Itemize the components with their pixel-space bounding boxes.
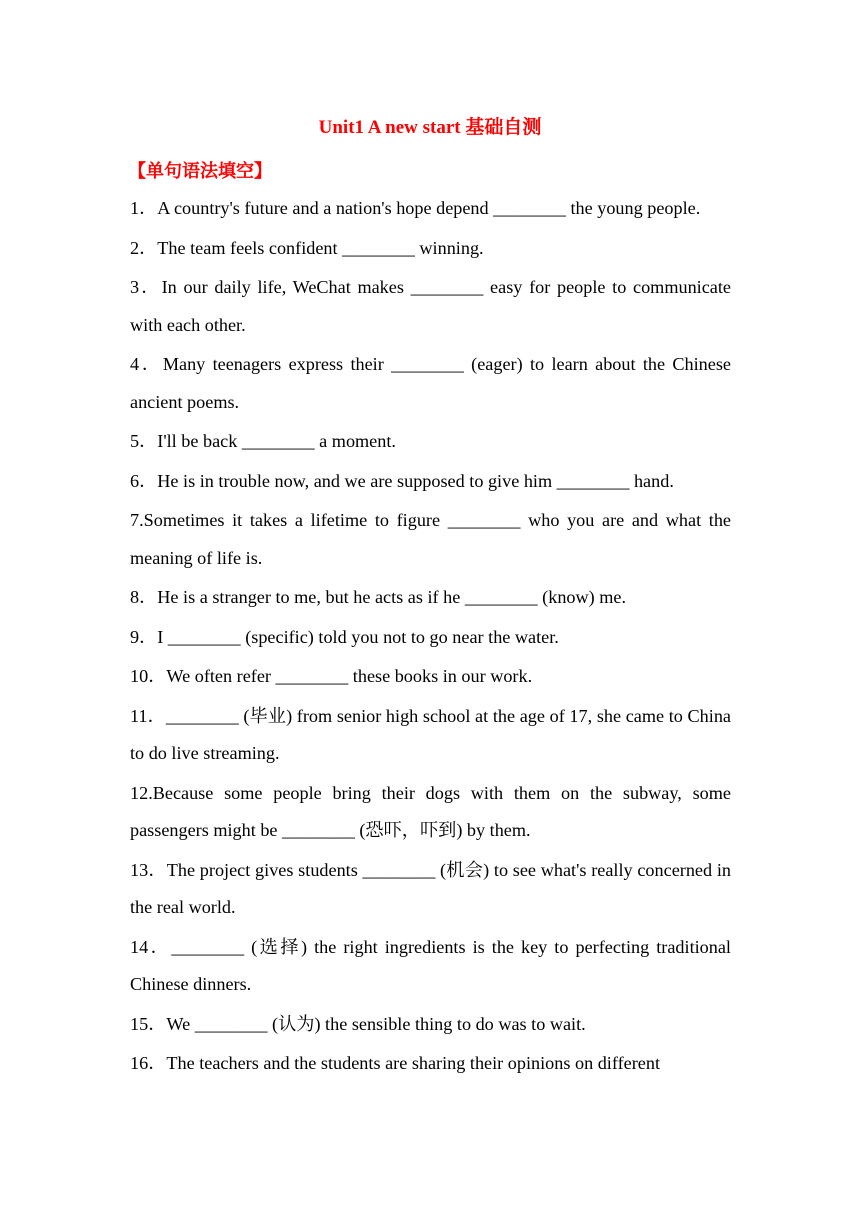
question-text: The teachers and the students are sharing their opinions on different bbox=[166, 1053, 660, 1073]
question-item bbox=[130, 502, 731, 577]
question-item bbox=[130, 346, 731, 421]
question-item bbox=[130, 463, 731, 501]
question-item bbox=[130, 929, 731, 1004]
question-text: I'll be back ________ a moment. bbox=[157, 431, 396, 451]
question-text: ________ (选择) the right ingredients is the key to perfecting traditional Chinese dinners. bbox=[130, 936, 731, 994]
question-number: 5． bbox=[130, 431, 158, 451]
question-number: 4． bbox=[130, 354, 163, 374]
question-item bbox=[130, 1045, 731, 1083]
question-item bbox=[130, 423, 731, 461]
question-text: Because some people bring their dogs with them on the subway, some passengers might be ________ (恐吓，吓到) by them. bbox=[130, 782, 731, 840]
question-text: The project gives students ________ (机会) to see what's really concerned in the real world. bbox=[130, 859, 731, 917]
question-number: 15． bbox=[130, 1013, 167, 1034]
question-item bbox=[130, 190, 731, 228]
question-item bbox=[130, 619, 731, 657]
question-number: 14． bbox=[130, 936, 172, 957]
question-text: Many teenagers express their ________ (eager) to learn about the Chinese ancient poems. bbox=[130, 354, 731, 412]
question-number: 12. bbox=[130, 782, 153, 803]
document-title: Unit1 A new start 基础自测 bbox=[318, 117, 542, 138]
question-number: 2． bbox=[130, 237, 158, 258]
question-number: 6． bbox=[130, 470, 158, 491]
question-text: He is in trouble now, and we are supposed to give him ________ hand. bbox=[157, 470, 674, 491]
section-heading: 【单句语法填空】 bbox=[128, 161, 272, 182]
question-text: A country's future and a nation's hope depend ________ the young people. bbox=[157, 198, 701, 218]
question-text: We often refer ________ these books in our work. bbox=[166, 666, 533, 686]
question-number: 11． bbox=[130, 705, 166, 726]
question-text: ________ (毕业) from senior high school at the age of 17, she came to China to do live streaming. bbox=[130, 705, 731, 763]
question-item bbox=[130, 698, 731, 773]
question-list bbox=[130, 190, 731, 1085]
question-text: He is a stranger to me, but he acts as if he ________ (know) me. bbox=[157, 587, 627, 607]
question-item bbox=[130, 658, 731, 696]
question-text: The team feels confident ________ winning. bbox=[157, 237, 484, 258]
question-number: 7. bbox=[130, 510, 144, 530]
question-number: 16． bbox=[130, 1053, 167, 1073]
question-number: 1． bbox=[130, 198, 158, 218]
question-text: In our daily life, WeChat makes ________ easy for people to communicate with each other. bbox=[130, 277, 731, 335]
question-item bbox=[130, 852, 731, 927]
question-item bbox=[130, 1006, 731, 1044]
question-item bbox=[130, 269, 731, 344]
question-number: 13． bbox=[130, 859, 167, 880]
question-number: 3． bbox=[130, 277, 162, 297]
question-number: 9． bbox=[130, 626, 158, 647]
question-item bbox=[130, 230, 731, 268]
question-text: I ________ (specific) told you not to go near the water. bbox=[157, 626, 559, 647]
question-text: Sometimes it takes a lifetime to figure ________ who you are and what the meaning of life is. bbox=[130, 510, 731, 568]
question-number: 8． bbox=[130, 587, 158, 607]
question-item bbox=[130, 579, 731, 617]
question-text: We ________ (认为) the sensible thing to do was to wait. bbox=[166, 1013, 586, 1034]
question-item bbox=[130, 775, 731, 850]
question-number: 10． bbox=[130, 666, 167, 686]
